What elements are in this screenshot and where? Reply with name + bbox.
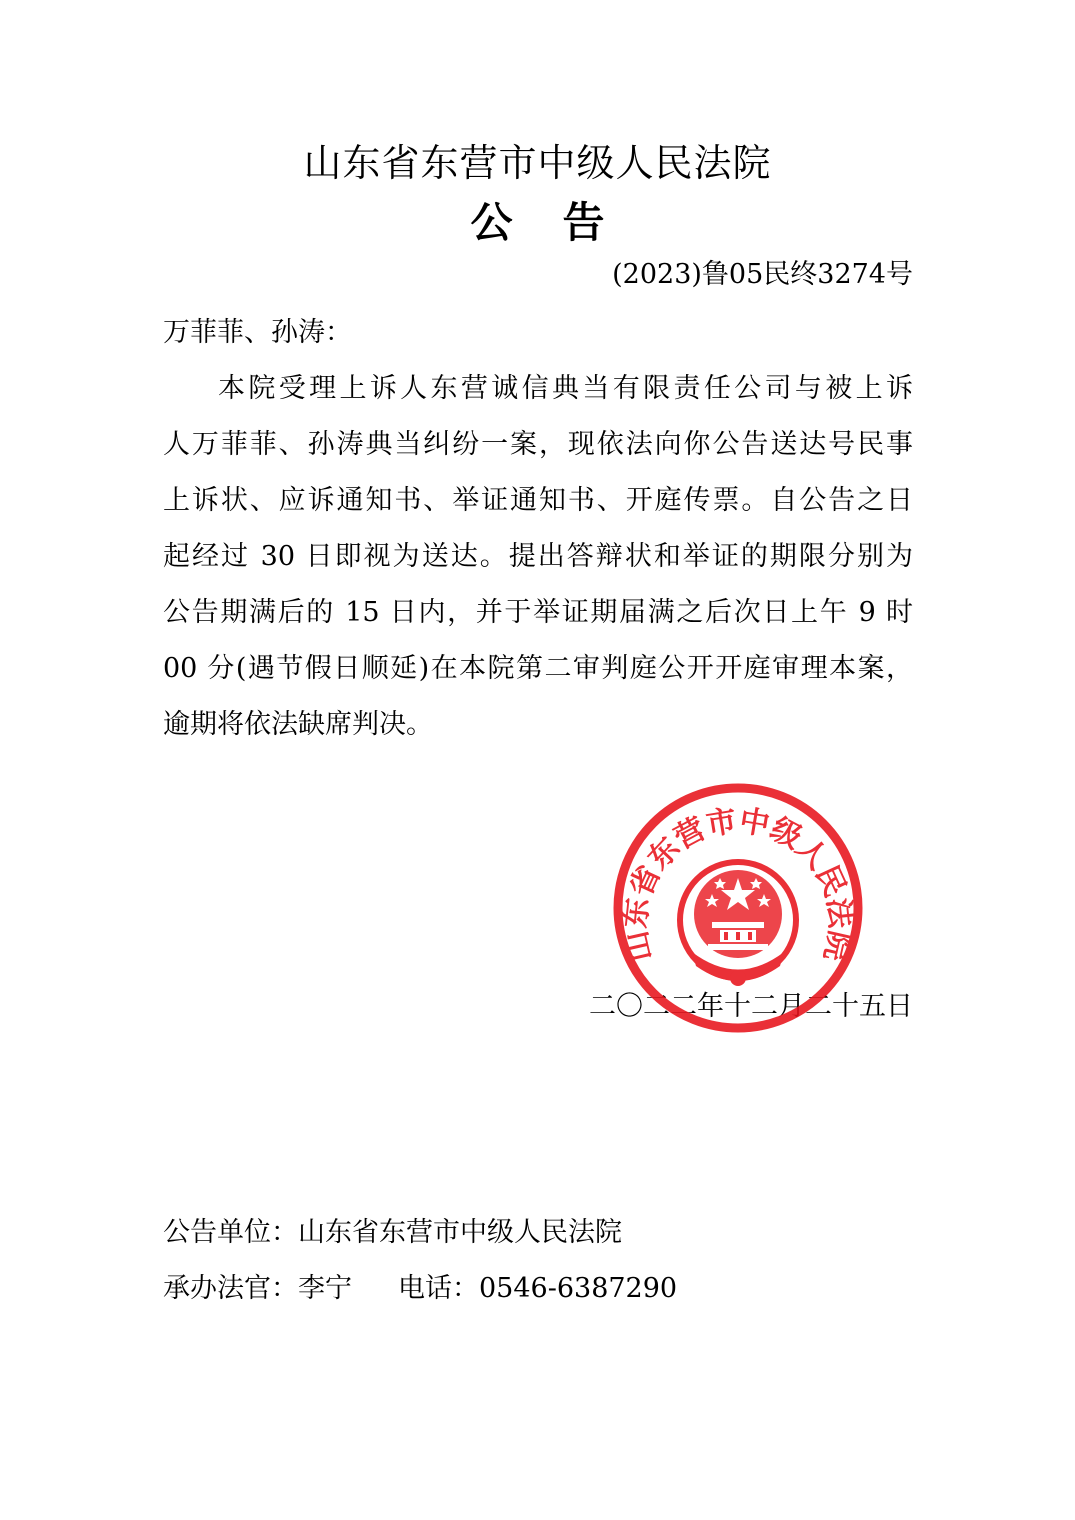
- body-line-3: 上诉状、应诉通知书、举证通知书、开庭传票。自公告之日: [163, 485, 913, 516]
- case-number: (2023)鲁05民终3274号: [612, 259, 913, 290]
- issuing-unit: [163, 1210, 622, 1249]
- body-line-1: 本院受理上诉人东营诚信典当有限责任公司与被上诉: [218, 373, 913, 404]
- body-line-6: 00 分(遇节假日顺延)在本院第二审判庭公开开庭审理本案，: [163, 653, 913, 684]
- court-seal-stamp: [612, 782, 864, 1034]
- addressee: 万菲菲、孙涛：: [163, 317, 352, 348]
- document-title: 公告: [470, 198, 655, 247]
- issuing-unit-label: 公告单位：: [163, 1217, 298, 1248]
- phone-number: 0546-6387290: [479, 1273, 678, 1304]
- national-emblem-icon: [680, 862, 796, 986]
- body-line-2: 人万菲菲、孙涛典当纠纷一案，现依法向你公告送达号民事: [163, 429, 913, 460]
- body-line-5: 公告期满后的 15 日内，并于举证期届满之后次日上午 9 时: [163, 597, 913, 628]
- judge-label: 承办法官：: [163, 1273, 298, 1304]
- seal-text: 山东省东营市中级人民法院: [618, 803, 858, 965]
- body-line-7: 逾期将依法缺席判决。: [163, 709, 433, 740]
- judge-name: 李宁: [298, 1273, 352, 1304]
- issue-date: 二〇二二年十二月二十五日: [589, 991, 913, 1022]
- phone-label: 电话：: [398, 1273, 479, 1304]
- court-title: 山东省东营市中级人民法院: [303, 141, 772, 185]
- issuing-unit-value: 山东省东营市中级人民法院: [298, 1217, 622, 1248]
- judge-contact: [163, 1266, 677, 1305]
- body-line-4: 起经过 30 日即视为送达。提出答辩状和举证的期限分别为: [163, 541, 913, 572]
